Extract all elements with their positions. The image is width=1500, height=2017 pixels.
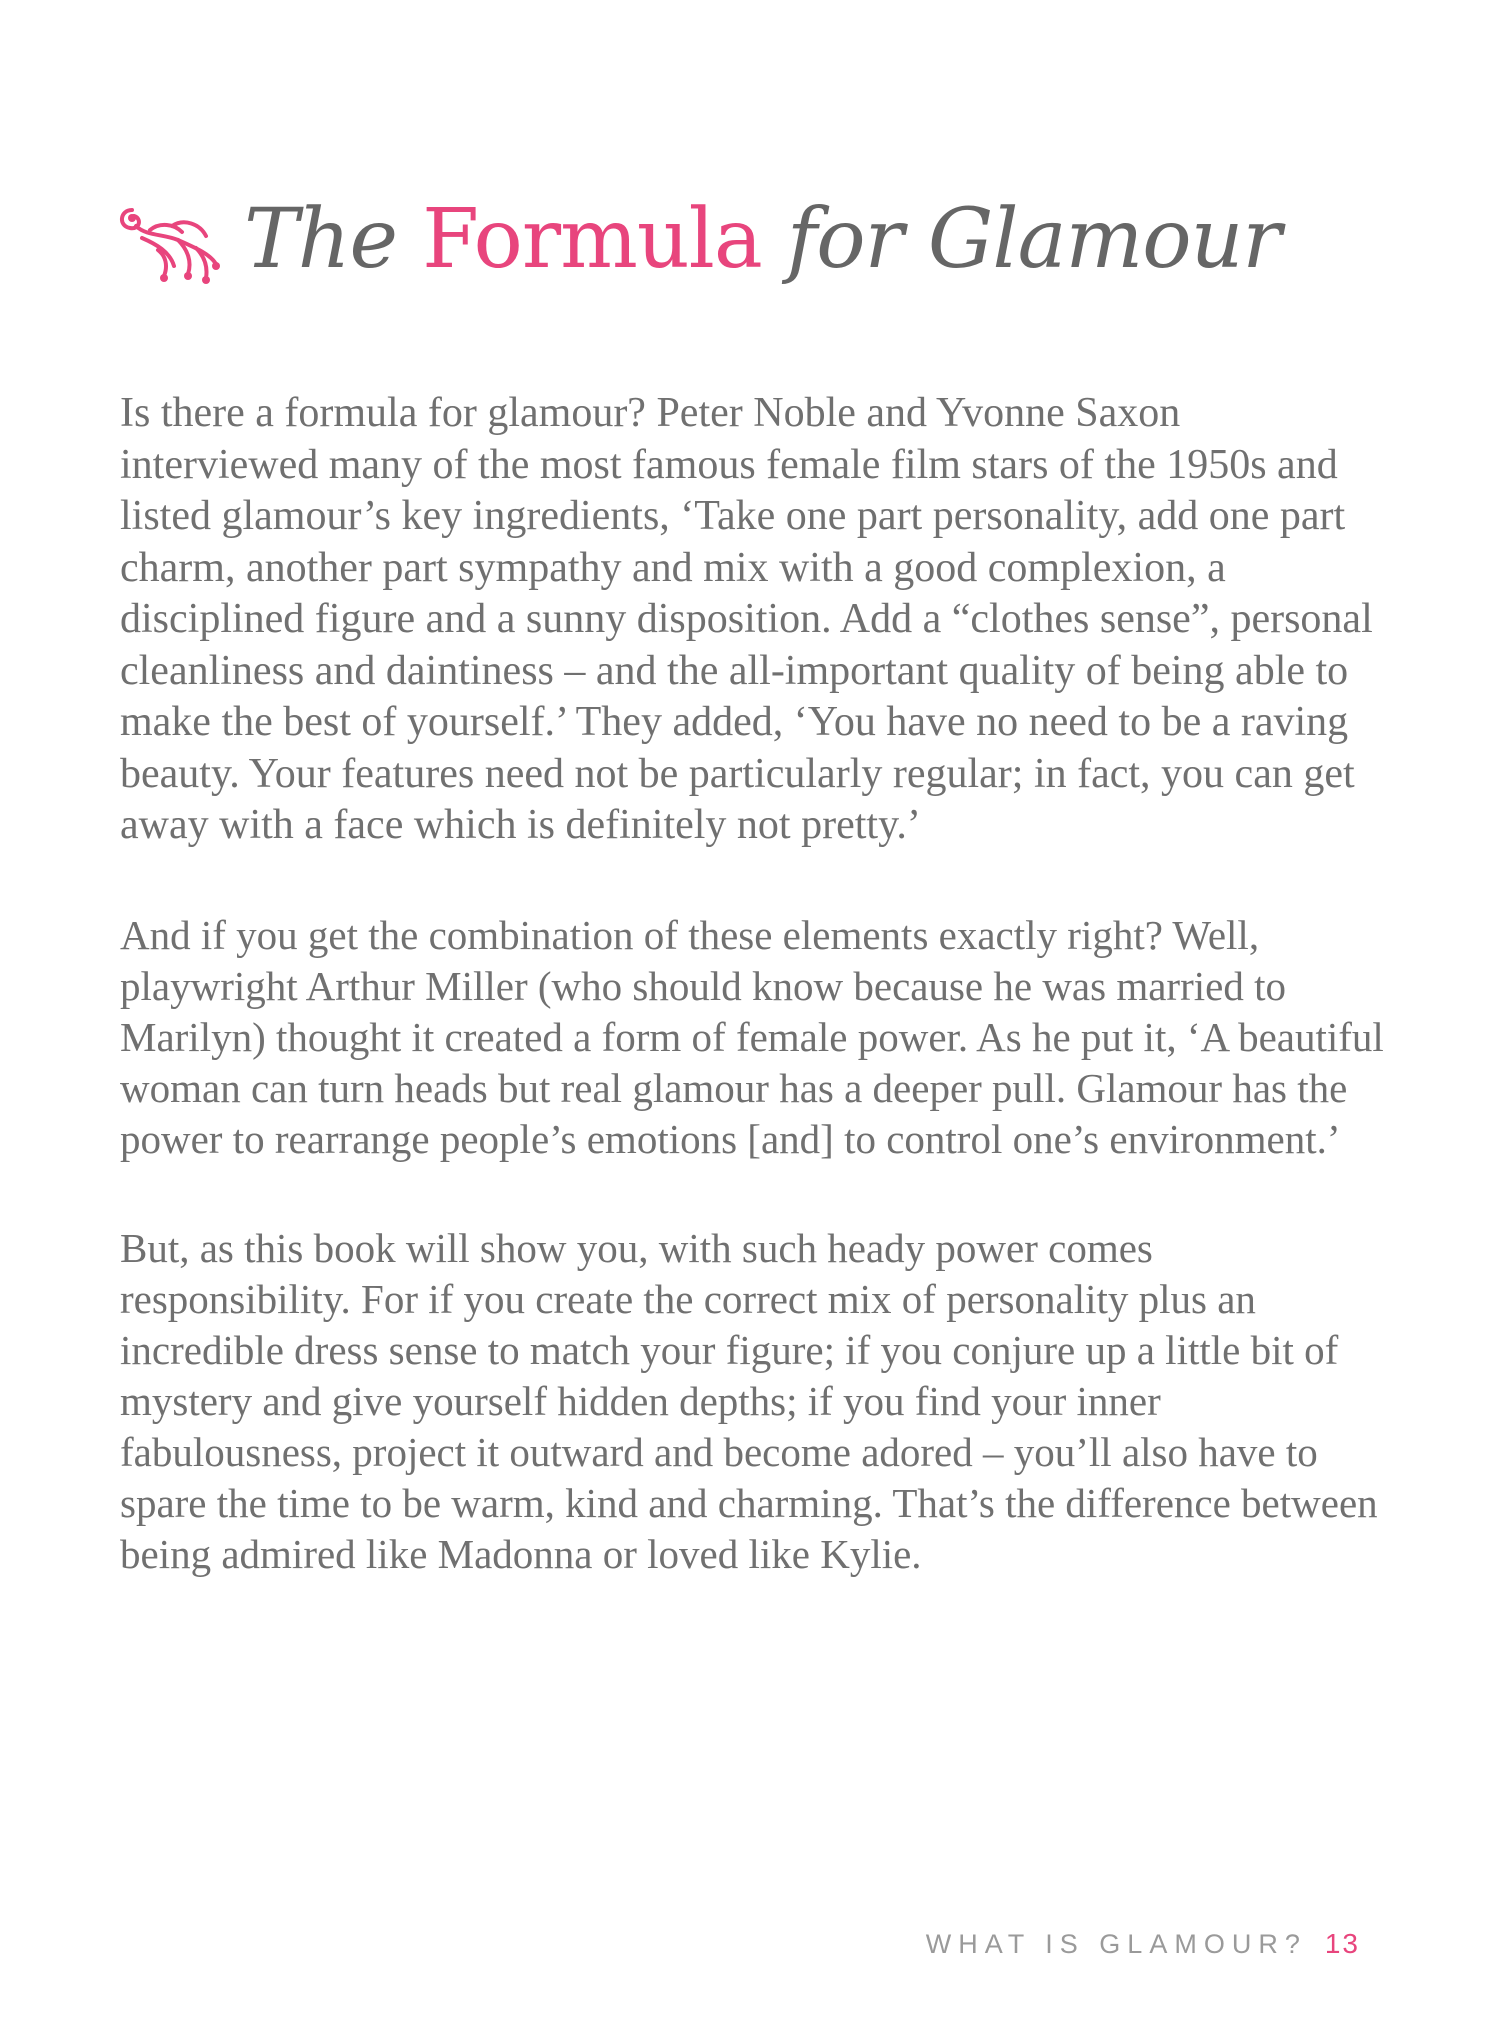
title-word-formula: Formula [422,192,762,287]
paragraph-1: Is there a formula for glamour? Peter Noble and Yvonne Saxon interviewed many of the most famous female film stars of the 1950s and listed glamour’s key ingredients, ‘Take one part personality, add one part charm, another part sympathy and mix with a good complexion, a disciplined figure and a sunny disposition. Add a “clothes sense”, personal cleanliness and daintiness – and the all-important quality of being able to make the best of yourself.’ They added, ‘You have no need to be a raving beauty. Your features need not be particularly regular; in fact, you can get away with a face which is definitely not pretty.’ [120,390,1373,848]
page-number: 13 [1324,1928,1360,1959]
pink-flourish-ornament-icon [112,190,222,290]
page-title [244,192,1281,287]
title-word-glamour: Glamour [927,192,1281,287]
paragraph-3: But, as this book will show you, with such heady power comes responsibility. For if you create the correct mix of personality plus an incredible dress sense to match your figure; if you conjure up a little bit of mystery and give yourself hidden depths; if you find your inner fabulousness, project it outward and become adored – you’ll also have to spare the time to be warm, kind and charming. That’s the difference between being admired like Madonna or loved like Kylie. [120,1224,1378,1577]
page-footer [820,1928,1360,1960]
running-head: WHAT IS GLAMOUR? [925,1929,1307,1959]
paragraph-2: And if you get the combination of these elements exactly right? Well, playwright Arthur Miller (who should know because he was married to Marilyn) thought it created a form of female power. As he put it, ‘A beautiful woman can turn heads but real glamour has a deeper pull. Glamour has the power to rearrange people’s emotions [and] to control one’s environment.’ [120,911,1384,1162]
chapter-heading [112,185,1362,295]
title-word-for: for [786,192,903,287]
title-word-the: The [244,192,398,287]
body-text [120,388,1385,1638]
